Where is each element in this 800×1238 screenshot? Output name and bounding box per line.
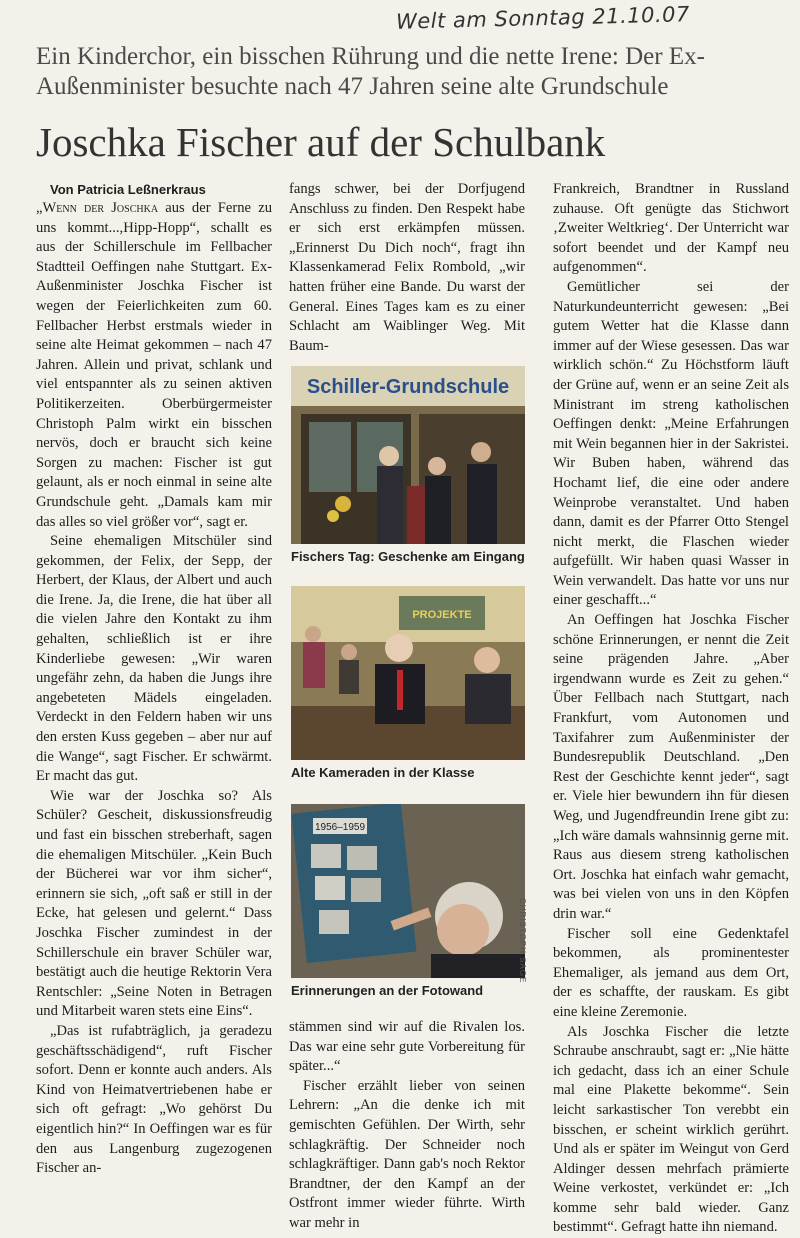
paragraph: Fischer erzählt lieber von seinen Lehrern: „An die denke ich mit gemischten Gefühlen. Der Wirth, sehr schlagkräftig. Der Schneider noch schlagkräftiger. Dann gab's noch Rektor Brandtner, der den Kampf an der Ostfront immer wieder führte. Wirth war mehr in (289, 1077, 525, 1231)
paragraph: Als Joschka Fischer die letzte Schraube anschraubt, sagt er: „Nie hätte ich gedacht, dass ich an einer Schule mal eine Plakette bekomme“. Sein leicht sarkastischer Ton verebbt ein bisschen, er scheint wirklich gerührt. Und als er später im Weingut von Gerd Aldinger dessen mehrfach prämierte Weine verkostet, verkündet er: „Ich komme sehr bald wieder. Ganz bestimmt“. Gefragt hatte ihn niemand. (553, 1023, 789, 1236)
article-column-2 (289, 180, 525, 356)
paragraph: Gemütlicher sei der Naturkundeunterricht gewesen: „Bei gutem Wetter hat die Klasse dann immer auf der Wiese gesessen. Das war wirklich schön.“ Zu Höchstform läuft der Grüne auf, wenn er an seine Zeit als Ministrant im streng katholischen Oeffingen denkt: „Meine Erfahrungen mit Wein begannen hier in der Sakristei. Wir Buben haben, während das Hochamt lief, die eine oder andere Weinprobe veranstaltet. Und haben dann, damit es der Pfarrer Otto Stengel nicht merkt, die Flaschen wieder aufgefüllt. Wir haben quasi Wasser in Wein verwandelt. Das hatte vor uns nur einer geschafft...“ (553, 278, 789, 609)
article-headline: Joschka Fischer auf der Schulbank (36, 119, 606, 165)
paragraph: Frankreich, Brandtner in Russland zuhause. Oft genügte das Stichwort ‚Zweiter Weltkrieg‘. Der Unterricht war sofort beendet und der Kampf neu aufgenommen“. (553, 181, 789, 276)
photo-school-entrance (291, 366, 525, 544)
lead-text: aus der Ferne zu uns kommt...,Hipp-Hopp“, schallt es aus der Schillerschule im Fellbacher Stadtteil Oeffingen nahe Stuttgart. Ex-Außenminister Joschka Fischer ist wegen der Feierlichkeiten zum 60. Fellbacher Herbst erstmals wieder in seine alte Heimat gekommen – nach 47 Jahren. Allein und privat, schlank und viel entspannter als zu seinen aktiven Politikerzeiten. Oberbürgermeister Christoph Palm wirkt ein bisschen nervös, doch er braucht sich keine Sorgen zu machen: Fischer ist gut gelaunt, als er noch einmal in seine alte Grundschule geht. „Damals kam mir das alles so viel größer vor“, sagt er. (36, 200, 273, 530)
article-column-1 (36, 180, 272, 1179)
article-column-2-continued (289, 1018, 525, 1234)
photo-classroom (291, 586, 525, 760)
article-column-3 (553, 180, 789, 1238)
paragraph: An Oeffingen hat Joschka Fischer schöne Erinnerungen, er nennt die Zeit seine prägenden Jahre. „Aber irgendwann wurde es Zeit zu gehen.“ Über Fellbach nach Stuttgart, nach Frankfurt, vom Autonomen und Taxifahrer zum Außenminister der Bundesrepublik Deutschland. „Den Rest der Geschichte kennt jeder“, sagt er. Viele hier bewundern ihn für diesen Weg, und Jugendfreundin Irene gibt zu: „Ich wäre damals wahnsinnig gerne mit. Raus aus diesem streng katholischen Ort. Joschka hat einfach wahr gemacht, was bei vielen von uns in den Köpfen drin war.“ (553, 612, 789, 922)
paragraph: „Das ist rufabträglich, ja geradezu geschäftsschädigend“, ruft Fischer sofort. Denn er konnte auch anders. Als Kind von Heimatvertriebenen habe er sich oft gefragt: „Wo gehörst Du eigentlich hin?“ In Oeffingen war es für den aus Langenburg zugezogenen Fischer an- (36, 1022, 272, 1177)
lead-paragraph: „Wenn der Joschka aus der Ferne zu uns kommt...,Hipp-Hopp“, schallt es aus der Schillerschule im Fellbacher Stadtteil Oeffingen nahe Stuttgart. Ex-Außenminister Joschka Fischer ist wegen der Feierlichkeiten zum 60. Fellbacher Herbst erstmals wieder in seine alte Heimat gekommen – nach 47 Jahren. Allein und privat, schlank und viel entspannter als zu seinen aktiven Politikerzeiten. Oberbürgermeister Christoph Palm wirkt ein bisschen nervös, doch er braucht sich keine Sorgen zu machen: Fischer ist gut gelaunt, als er noch einmal in seine alte Grundschule geht. „Damals kam mir das alles so viel größer vor“, sagt er. (36, 200, 273, 530)
lead-smallcaps: Wenn der Joschka (42, 200, 159, 216)
paragraph: stämmen sind wir auf die Rivalen los. Das war eine sehr gute Vorbereitung für später...“ (289, 1019, 525, 1075)
paragraph: Wie war der Joschka so? Als Schüler? Gescheit, diskussionsfreudig und fast ein bisschen streberhaft, sagen die ehemaligen Mitschüler. „Kein Buch der Bücherei war vor ihm sicher“, erinnern sie sich, „oft saß er still in der Ecke, hat gelesen und gelernt.“ Dass Joschka Fischer zumindest in der Schillerschule ein braver Schüler war, bestätigt auch die heutige Rektorin Vera Rentschler: „Seine Noten in Betragen und Mitarbeit waren stets eine Eins“. (36, 787, 272, 1020)
school-sign-text: Schiller-Grundschule (306, 376, 510, 398)
paragraph: Fischer soll eine Gedenktafel bekommen, als prominentester Ehemaliger, als jemand aus dem Ort, der es schaffte, der rauskam. Es gibt eine kleine Zeremonie. (553, 925, 789, 1020)
photo-credit: CHRISTOPH SAGE (518, 898, 527, 984)
photo-photo-wall (291, 804, 525, 978)
photo-wall-text: 1956–1959 (314, 822, 366, 833)
article-kicker: Ein Kinderchor, ein bisschen Rührung und die nette Irene: Der Ex-Außenminister besuchte nach 47 Jahren seine alte Grundschule (36, 43, 705, 100)
photo-caption-3: Erinnerungen an der Fotowand (291, 983, 484, 998)
photo-caption-1: Fischers Tag: Geschenke am Eingang (291, 549, 525, 564)
paragraph: fangs schwer, bei der Dorfjugend Anschluss zu finden. Den Respekt habe er sich erst erkämpfen müssen. „Erinnerst Du Dich noch“, fragt ihn Klassenkamerad Felix Rombold, „wir hatten früher eine Bande. Du warst der General. Eines Tages kam es zu einer Schlacht am Waiblinger Weg. Mit Baum- (289, 181, 525, 354)
byline: Von Patricia Leßnerkraus (50, 182, 206, 197)
classroom-board-text: PROJEKTE (412, 609, 472, 621)
handwritten-source-note: Welt am Sonntag 21.10.07 (395, 2, 691, 34)
photo-caption-2: Alte Kameraden in der Klasse (291, 765, 475, 780)
paragraph: Seine ehemaligen Mitschüler sind gekommen, der Felix, der Sepp, der Herbert, der Klaus, der Albert und auch die Irene. Ja, die Irene, die hat über all die vielen Jahre den Kontakt zu ihm gehalten, schließlich ist er ihre Kinderliebe gewesen: „Wir waren ungefähr zehn, da haben die Jungs ihre angebeteten Mädels eingeladen. Verdeckt in den Feldern haben wir uns den ersten Kuss gegeben – aber nur auf die Wange“, sagt Fischer. Er schwärmt. Er macht das gut. (36, 533, 272, 785)
